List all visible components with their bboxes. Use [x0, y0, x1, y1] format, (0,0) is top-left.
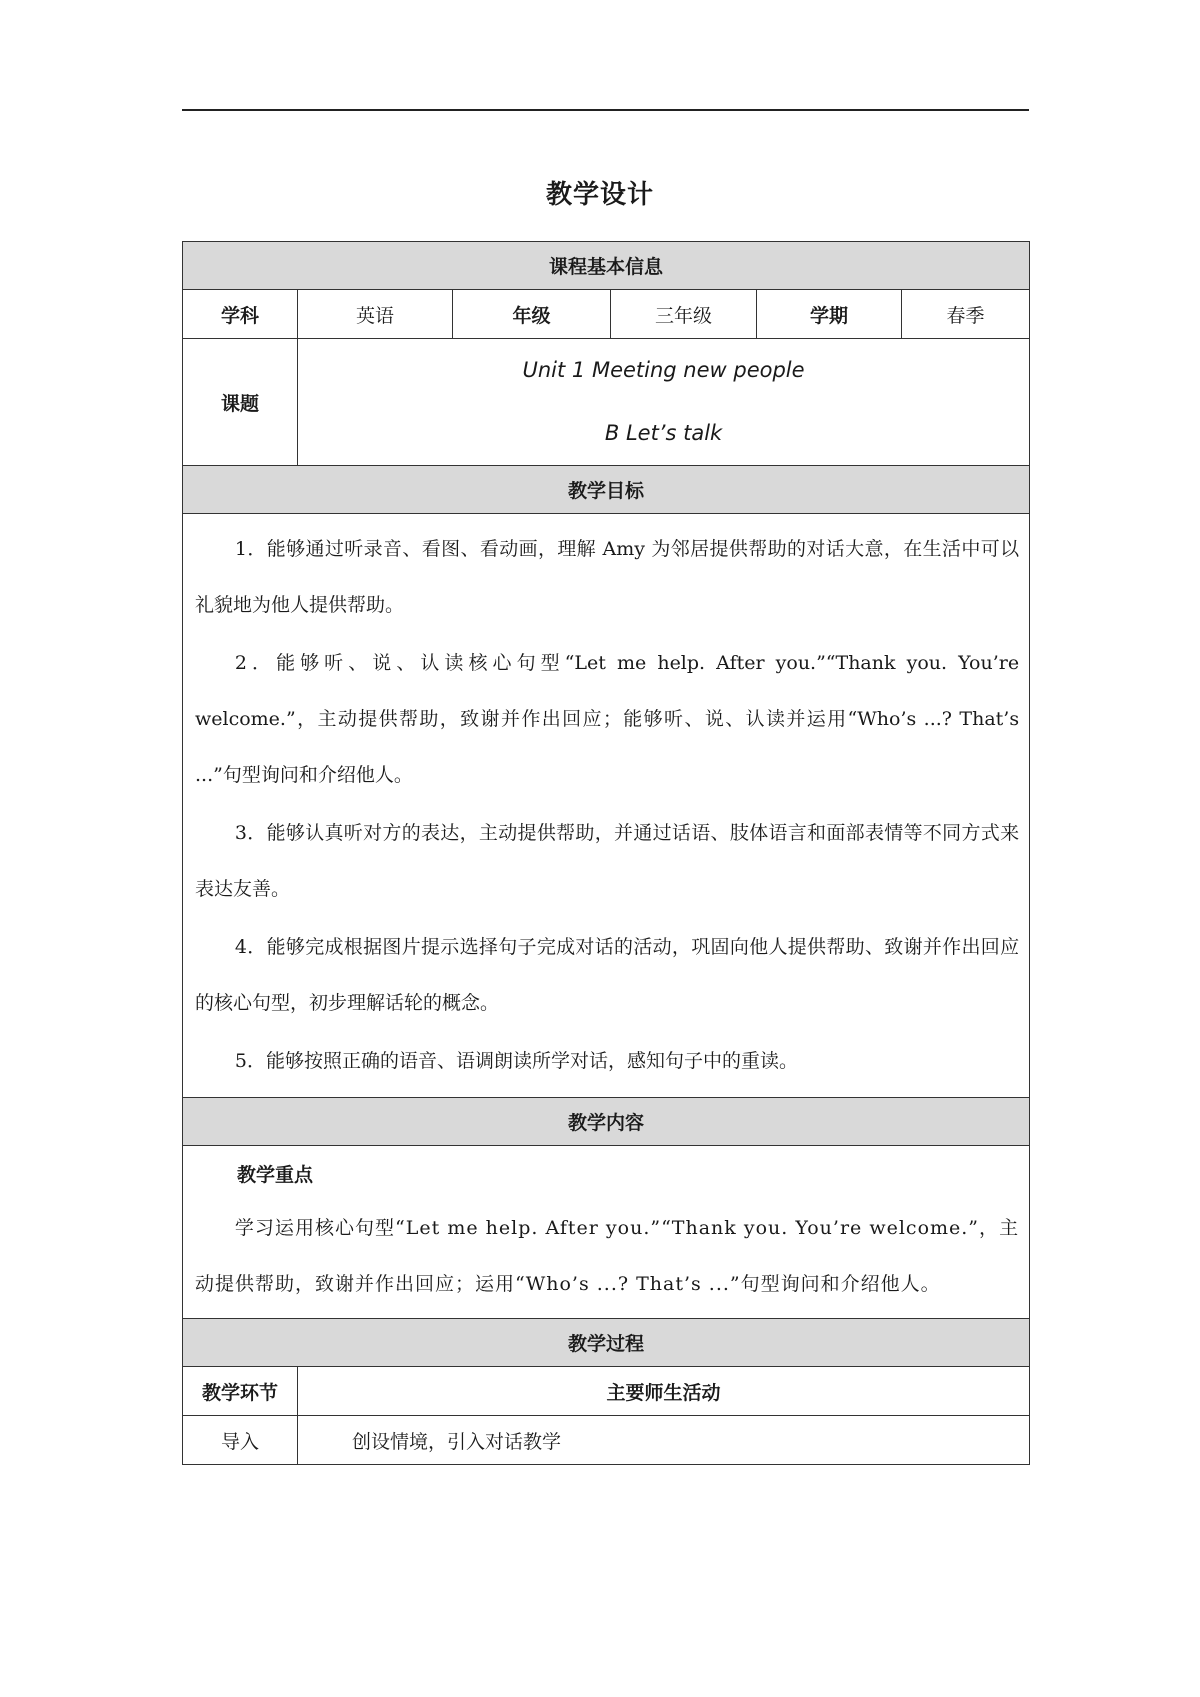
term-label: 学期 — [757, 290, 902, 339]
objectives-cell — [183, 514, 1030, 1098]
subject-value: 英语 — [298, 290, 453, 339]
objective-item: 5．能够按照正确的语音、语调朗读所学对话，感知句子中的重读。 — [234, 1050, 798, 1072]
objective-item: 2．能够听、说、认读核心句型“Let me help. After you.”“Thank you. You’re welcome.”，主动提供帮助，致谢并作出回应；能够听、说、认读并运用“Who’s ...? That’s ...”句型询问和介绍他人。 — [195, 652, 1020, 786]
term-value: 春季 — [902, 290, 1030, 339]
section-objectives: 教学目标 — [183, 466, 1030, 514]
objective-item: 1．能够通过听录音、看图、看动画，理解 Amy 为邻居提供帮助的对话大意，在生活中可以礼貌地为他人提供帮助。 — [195, 538, 1020, 616]
lesson-plan-table — [182, 241, 1029, 1465]
grade-label: 年级 — [453, 290, 611, 339]
topic-lesson-title: B Let’s talk — [604, 421, 723, 445]
content-cell — [183, 1146, 1030, 1319]
objective-item: 4．能够完成根据图片提示选择句子完成对话的活动，巩固向他人提供帮助、致谢并作出回应的核心句型，初步理解话轮的概念。 — [195, 936, 1020, 1014]
process-activity-header: 主要师生活动 — [298, 1367, 1030, 1416]
section-basic-info: 课程基本信息 — [183, 242, 1030, 290]
process-stage-header: 教学环节 — [183, 1367, 298, 1416]
topic-unit-title: Unit 1 Meeting new people — [522, 358, 805, 382]
topic-label: 课题 — [183, 339, 298, 466]
process-activity: 创设情境，引入对话教学 — [298, 1416, 1030, 1465]
subject-label: 学科 — [183, 290, 298, 339]
key-points-text: 学习运用核心句型“Let me help. After you.”“Thank you. You’re welcome.”，主动提供帮助，致谢并作出回应；运用“Who’s ...? That’s ...”句型询问和介绍他人。 — [195, 1217, 1020, 1295]
document-title: 教学设计 — [545, 180, 654, 210]
grade-value: 三年级 — [611, 290, 757, 339]
key-points-title: 教学重点 — [237, 1164, 314, 1186]
section-content: 教学内容 — [183, 1098, 1030, 1146]
topic-cell — [298, 339, 1030, 466]
process-stage: 导入 — [183, 1416, 298, 1465]
header-rule — [182, 109, 1029, 111]
section-process: 教学过程 — [183, 1319, 1030, 1367]
objective-item: 3．能够认真听对方的表达，主动提供帮助，并通过话语、肢体语言和面部表情等不同方式来表达友善。 — [195, 822, 1020, 900]
